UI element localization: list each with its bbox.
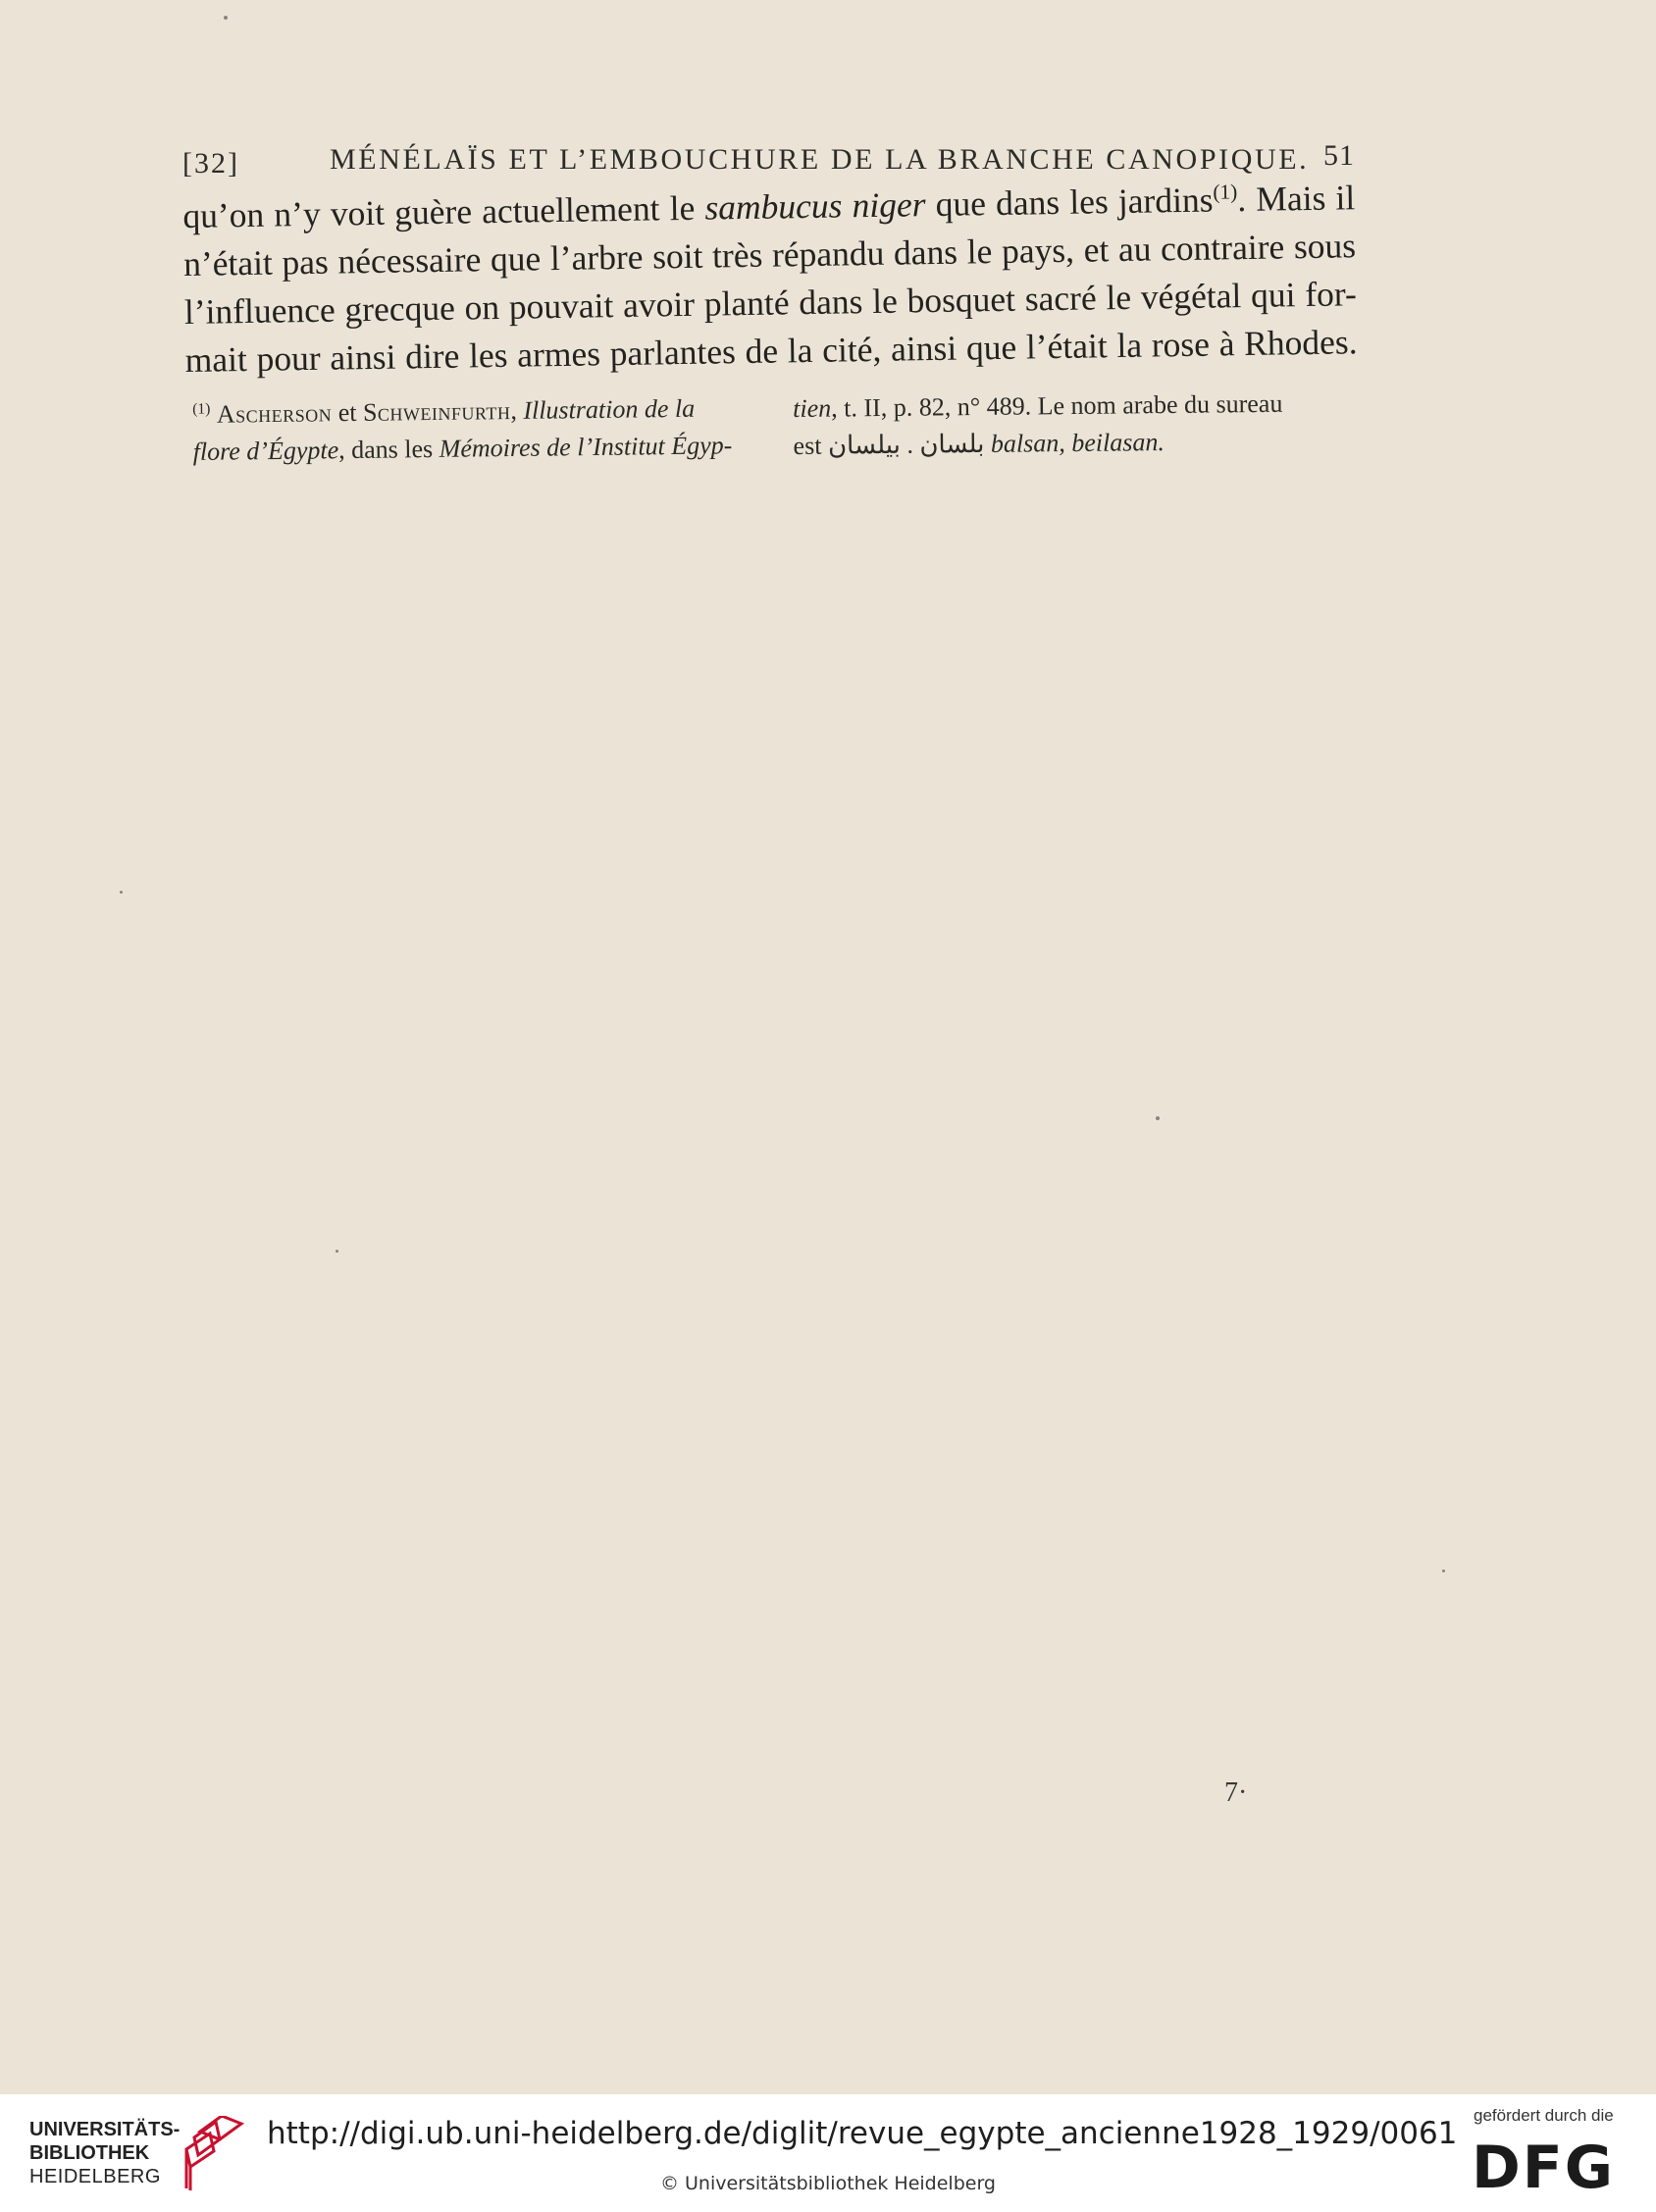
printer-signature: 7· [1224,1777,1248,1808]
arabic-words: بلسان . بيلسان [827,429,985,460]
paper-speck [120,891,123,894]
footnote-line-3: tien, t. II, p. 82, n° 489. Le nom arabe du sureau [793,388,1283,423]
paper-speck [224,16,228,20]
permalink-url[interactable]: http://digi.ub.uni-heidelberg.de/diglit/revue_egypte_ancienne1928_1929/0061 [267,2116,1458,2151]
footer-bar [0,2094,1656,2212]
footnote-line-4: est بلسان . بيلسان balsan, beilasan. [793,428,1165,460]
italic-term: sambucus niger [704,184,926,228]
body-line-1: qu’on n’y voit guère actuellement le sambucus niger que dans les jardins$^{(1)}$. Mais il [182,178,1356,235]
running-title: MÉNÉLAÏS ET L’EMBOUCHURE DE LA BRANCHE CANOPIQUE. [330,143,1310,176]
copyright-notice: © Universitätsbibliothek Heidelberg [659,2173,996,2194]
footnote-line-2: flore d’Égypte, dans les Mémoires de l’Institut Égyp- [192,431,733,466]
folio-number: 51 [1323,139,1355,172]
footnote-reference: (1) [1213,180,1238,204]
body-line-4: mait pour ainsi dire les armes parlantes de la cité, ainsi que l’était la rose à Rhodes. [184,322,1358,380]
body-line-3: l’influence grecque on pouvait avoir planté dans le bosquet sacré le végétal qui for- [183,274,1358,332]
body-text [182,174,1358,385]
dfg-logo[interactable]: DFG [1472,2134,1616,2202]
library-name: UNIVERSITÄTS- BIBLIOTHEK HEIDELBERG [29,2119,181,2187]
paper-speck [1442,1569,1445,1572]
paper-speck [1156,1116,1160,1120]
page-marker: [32] [182,147,239,180]
funding-label: gefördert durch die [1474,2106,1614,2125]
body-line-2: n’était pas nécessaire que l’arbre soit très répandu dans le pays, et au contraire sous [182,226,1357,283]
footnote-line-1: $^{(1)}$ Ascherson et Schweinfurth, Illustration de la [192,393,696,429]
footnote-right-column [793,385,1355,465]
footnote-left-column [192,389,743,471]
footnote-marker: (1) [192,400,211,418]
paper-speck [336,1250,338,1253]
